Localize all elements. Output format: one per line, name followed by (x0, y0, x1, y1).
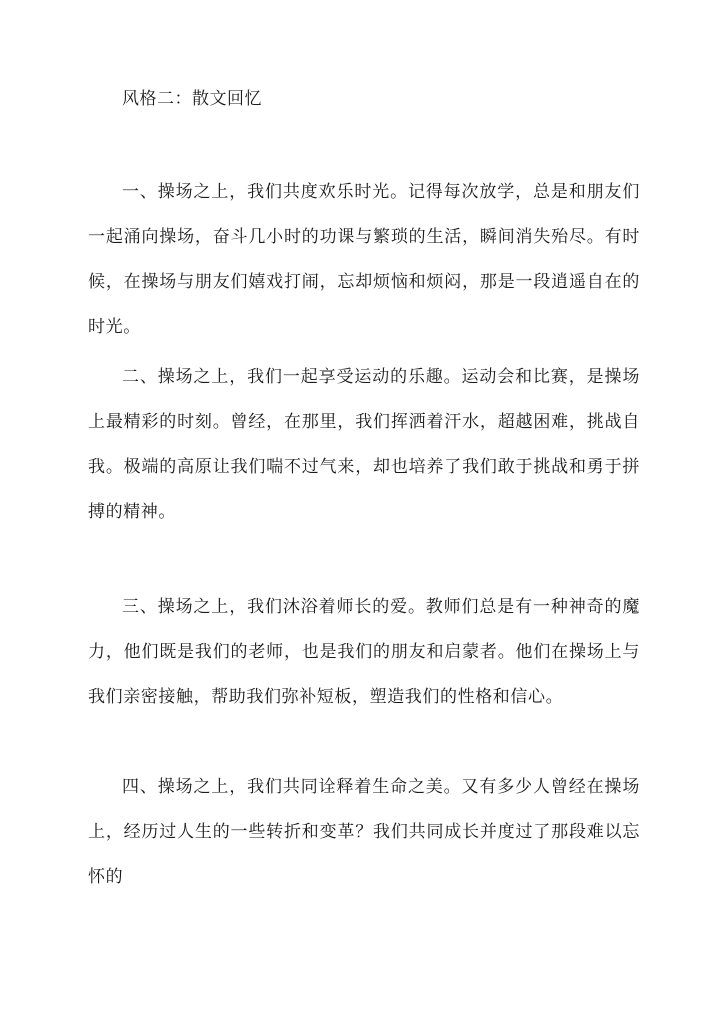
paragraph-3: 三、操场之上，我们沐浴着师长的爱。教师们总是有一种神奇的魔力，他们既是我们的老师，也是我们的朋友和启蒙者。他们在操场上与我们亲密接触，帮助我们弥补短板，塑造我们的性格和信心。 (88, 597, 640, 707)
paragraph-1: 一、操场之上，我们共度欢乐时光。记得每次放学，总是和朋友们一起涌向操场，奋斗几小时的功课与繁琐的生活，瞬间消失殆尽。有时候，在操场与朋友们嬉戏打闹，忘却烦恼和烦闷，那是一段逍遥自在的时光。 (88, 182, 640, 337)
paragraph-4: 四、操场之上，我们共同诠释着生命之美。又有多少人曾经在操场上，经历过人生的一些转折和变革？我们共同成长并度过了那段难以忘怀的 (88, 777, 640, 887)
section-heading: 风格二：散文回忆 (122, 89, 262, 109)
paragraph-2: 二、操场之上，我们一起享受运动的乐趣。运动会和比赛，是操场上最精彩的时刻。曾经，在那里，我们挥洒着汗水，超越困难，挑战自我。极端的高原让我们喘不过气来，却也培养了我们敢于挑战和勇于拼搏的精神。 (88, 367, 640, 522)
